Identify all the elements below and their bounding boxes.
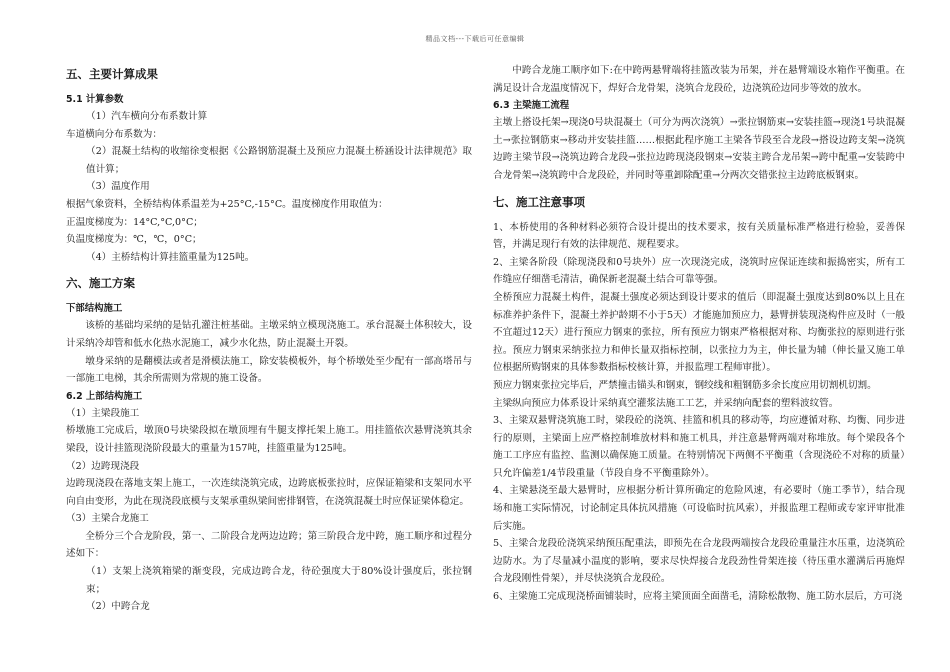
paragraph: 墩身采纳的是翻模法或者是滑模法施工，除安装模板外，每个桥墩处至少配有一部高塔吊与一部施工电梯，其余所需则为常规的施工设备。 [66, 355, 472, 385]
substructure-title: 下部结构施工 [66, 303, 123, 315]
paragraph: （1）主梁段施工 [66, 407, 140, 419]
paragraph: 1、本桥使用的各种材料必须符合设计提出的技术要求，按有关质量标准严格进行检验，妥善保管，并满足现行有效的法律规范、规程要求。 [493, 221, 905, 251]
right-column [493, 62, 905, 606]
paragraph: 主墩上搭设托架→现浇0号块混凝土（可分为两次浇筑）→张拉钢筋束→安装挂篮→现浇1号块混凝土→张拉钢筋束→移动并安装挂篮……根据此程序施工主梁各节段至合龙段→搭设边跨支架→浇筑边跨主梁节段→浇筑边跨合龙段→张拉边跨现浇段钢束→安装主跨合龙吊架→跨中配重→安装跨中合龙骨架→浇筑跨中合龙段砼，并同时等重卸除配重→分两次交错张拉主边跨底板钢束。 [493, 117, 905, 181]
paragraph: （3）温度作用 [86, 181, 150, 193]
left-column [66, 62, 472, 616]
paragraph: （2）混凝土结构的收缩徐变根据《公路钢筋混凝土及预应力混凝土桥涵设计法律规范》取值计算； [86, 146, 472, 175]
section-5-title: 五、主要计算成果 [66, 67, 158, 81]
paragraph: 6、主梁施工完成现浇桥面铺装时，应将主梁顶面全面凿毛，清除松散物、施工防水层后，方可浇 [493, 591, 903, 603]
paragraph: 全桥预应力混凝土构件，混凝土强度必须达到设计要求的值后（即混凝土强度达到80%以上且在标准养护条件下，混凝土养护龄期不小于5天）才能施加预应力，悬臂拼装现浇构件应及时（一般不宜超过12天）进行预应力钢束的张拉，所有预应力钢束严格根据对称、均衡张拉的原则进行张拉。预应力钢束采纳张拉力和伸长量双指标控制，以张拉力为主，伸长量为辅（伸长量又施工单位根据所购钢束的具体参数指标校核计算，并报监理工程师审批）。 [493, 291, 905, 374]
paragraph: 2、主梁各阶段（除现浇段和0号块外）应一次现浇完成，浇筑时应保证连续和振捣密实，所有工作缝应仔细凿毛清洁，确保新老混凝土结合可靠等强。 [493, 256, 905, 286]
paragraph: 该桥的基础均采纳的是钻孔灌注桩基础。主墩采纳立模现浇施工。承台混凝土体积较大，设计采纳冷却管和低水化热水泥施工，减少水化热，防止混凝土开裂。 [66, 320, 472, 349]
section-6-2-title: 6.2 上部结构施工 [66, 390, 143, 402]
section-6-3-title: 6.3 主梁施工流程 [493, 100, 570, 112]
paragraph: 根据气象资料，全桥结构体系温差为+25°C,-15°C。温度梯度作用取值为： [66, 198, 388, 210]
paragraph: 预应力钢束张拉完毕后，严禁撞击锚头和钢束，钢绞线和粗钢筋多余长度应用切割机切割。 [493, 379, 877, 391]
header-note: 精品文档---下载后可任意编辑 [425, 35, 525, 43]
section-5-1-title: 5.1 计算参数 [66, 94, 124, 105]
paragraph: 桥墩施工完成后，墩顶0号块梁段拟在墩顶埋有牛腿支撑托架上施工。用挂篮依次悬臂浇筑其余梁段，设计挂篮现浇阶段最大的重量为157吨，挂篮重量为125吨。 [66, 425, 472, 454]
paragraph: 正温度梯度为：14°C,°C,0°C； [66, 216, 203, 228]
paragraph: （4）主桥结构计算挂篮重量为125吨。 [86, 251, 255, 263]
paragraph: （2）边跨现浇段 [66, 460, 140, 472]
paragraph: 负温度梯度为：℃，℃，0°C； [66, 234, 202, 246]
paragraph: 中跨合龙施工顺序如下:在中跨两悬臂端将挂篮改装为吊架，并在悬臂端设水箱作平衡重。在满足设计合龙温度情况下，焊好合龙骨架，浇筑合龙段砼，边浇筑砼边同步等效的放水。 [493, 65, 905, 94]
paragraph: 全桥分三个合龙阶段，第一、二阶段合龙两边边跨；第三阶段合龙中跨，施工顺序和过程分述如下： [66, 530, 472, 560]
paragraph: 5、主梁合龙段砼浇筑采纳预压配重法，即预先在合龙段两端按合龙段砼重量注水压重，边浇筑砼边防水。为了尽量减小温度的影响，要求尽快焊接合龙段劲性骨架连接（待压重水灌满后再施焊合龙段刚性骨架），并尽快浇筑合龙段砼。 [493, 538, 905, 585]
paragraph: （3）主梁合龙施工 [66, 513, 149, 525]
paragraph: 车道横向分布系数为： [66, 128, 162, 140]
paragraph: 3、主梁双悬臂浇筑施工时，梁段砼的浇筑、挂篮和机具的移动等，均应遵循对称、均衡、同步进行的原则，主梁面上应严格控制堆放材料和施工机具，并注意悬臂两端对称堆放。每个梁段各个施工工序应有监控、监测以确保施工质量。在特别情况下两侧不平衡重（含现浇砼不对称的质量）只允许偏差1/4节段重量（节段自身不平衡重除外）。 [493, 415, 905, 479]
section-6-title: 六、施工方案 [66, 276, 135, 291]
paragraph: （1）汽车横向分布系数计算 [86, 111, 208, 122]
paragraph: （1）支架上浇筑箱梁的渐变段，完成边跨合龙，待砼强度大于80%设计强度后，张拉钢束； [86, 566, 472, 595]
section-7-title: 七、施工注意事项 [493, 194, 585, 209]
paragraph: （2）中跨合龙 [86, 601, 150, 613]
paragraph: 4、主梁悬浇至最大悬臂时，应根据分析计算所确定的危险风速，有必要时（施工季节），结合现场和施工实际情况，讨论制定具体抗风措施（可设临时抗风索），并报监理工程师或专家评审批准后实施。 [493, 485, 905, 532]
paragraph: 主梁纵向预应力体系设计采纳真空灌浆法施工工艺，并采纳向配套的塑料波纹管。 [493, 397, 839, 409]
paragraph: 边跨现浇段在落地支架上施工，一次连续浇筑完成，边跨底板张拉时，应保证箱梁和支架同水平向自由变形，为此在现浇段底模与支架承重纵梁间密排钢管，在浇筑混凝土时应保证梁体稳定。 [66, 478, 472, 507]
